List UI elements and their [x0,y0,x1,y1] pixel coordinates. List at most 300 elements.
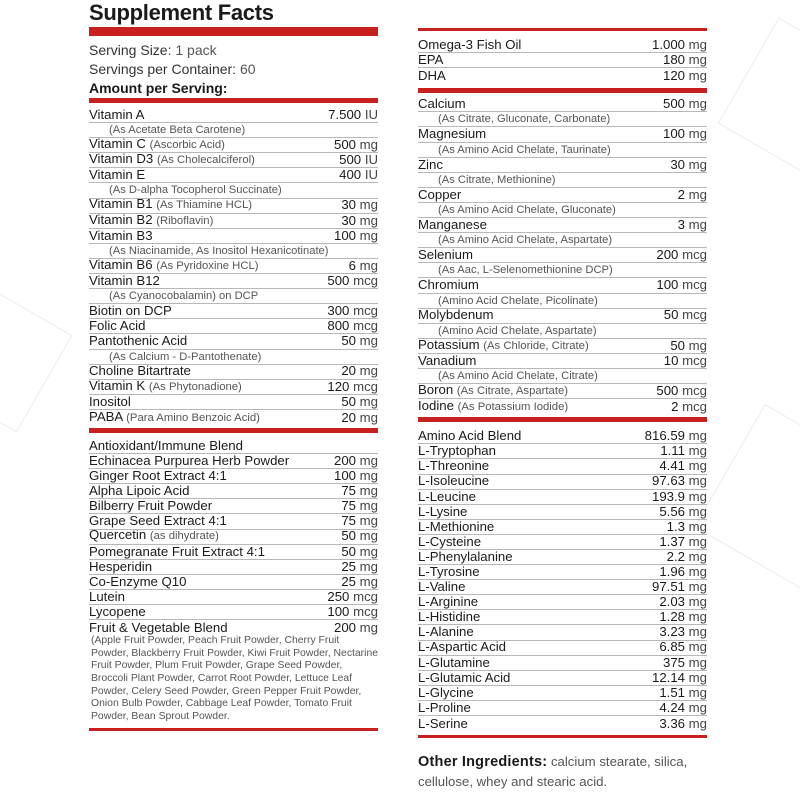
nutrient-name: L-Lysine [418,504,468,519]
nutrient-row [89,590,378,605]
nutrient-name: Selenium [418,248,473,263]
nutrient-row [89,530,378,545]
nutrient-label [418,641,506,655]
nutrient-label [418,69,446,83]
nutrient-row [418,475,707,490]
amount-unit: mcg [682,353,707,368]
nutrient-label [418,339,589,353]
nutrient-label [418,53,443,67]
amount-value: 100 [656,278,679,293]
amount-unit: mcg [682,278,707,293]
amount-value: 1.96 [659,565,685,579]
amount-value: 50 [341,529,356,544]
nutrient-row [418,641,707,656]
nutrient-label [418,565,480,579]
nutrient-name: PABA [89,409,123,424]
nutrient-row [418,686,707,701]
nutrient-row [418,610,707,625]
amount-unit: mg [359,499,378,514]
nutrient-note: (As Pyridoxine HCL) [156,259,259,272]
amount-unit: mg [688,655,707,670]
nutrient-label [89,410,260,425]
nutrient-amount [659,535,707,549]
nutrient-amount [327,380,378,394]
nutrient-note: (Riboflavin) [156,214,214,227]
amount-unit: mg [359,454,378,468]
nutrient-name: Alpha Lipoic Acid [89,484,190,499]
nutrient-row [418,565,707,580]
nutrient-amount [334,469,378,483]
nutrient-name: Hesperidin [89,559,153,574]
nutrient-name: Calcium [418,97,466,112]
amount-unit: mg [688,218,707,232]
amount-unit: mcg [353,589,378,604]
nutrient-name: L-Methionine [418,519,495,534]
nutrient-amount [671,400,707,414]
nutrient-label [418,97,466,111]
amount-value: 100 [333,228,356,243]
nutrient-label [418,610,480,624]
nutrient-label [418,595,478,609]
nutrient-label [418,127,486,141]
nutrient-amount [670,339,707,353]
amount-unit: mg [359,409,378,425]
nutrient-name: Folic Acid [89,319,146,334]
nutrient-amount [652,580,707,594]
nutrient-name: L-Tyrosine [418,565,480,579]
nutrient-row [89,334,378,349]
amount-unit: mg [359,364,378,379]
nutrient-note: (As Chloride, Citrate) [483,339,589,352]
fruit-vegetable-blend-ingredients: (Apple Fruit Powder, Peach Fruit Powder, Cherry Fruit Powder, Blackberry Fruit Powder, Kiwi Fruit Powder, Nectarine Fruit Powder, Plum Fruit Powder, Grape Seed Powder, Broccoli Plant Powder, Carrot Root Powder, Lettuce Leaf Powder, Celery Seed Powder, Green Pepper Fruit Powder, Onion Bulb Powder, Cabbage Leaf Powder, Tomato Fruit Powder, Bean Sprout Powder. [91,635,379,722]
amount-unit: mg [688,187,707,202]
nutrient-row [418,716,707,731]
nutrient-amount [659,595,707,609]
amount-value: 100 [327,605,350,619]
nutrient-label [418,38,521,52]
nutrient-amount [341,514,378,528]
nutrient-amount [349,259,378,273]
nutrient-row [89,560,378,575]
nutrient-label [89,153,255,167]
amount-value: 75 [341,499,356,514]
nutrient-name: Vitamin D3 [89,153,154,167]
nutrient-amount [652,475,707,489]
page-title: Supplement Facts [89,0,274,25]
nutrient-row [89,365,378,380]
nutrient-amount [659,717,707,731]
amount-value: 375 [662,655,685,670]
nutrient-row [418,218,707,233]
amount-value: 3 [677,218,685,232]
nutrient-label [89,214,213,228]
nutrient-row [418,459,707,474]
nutrient-row [418,188,707,203]
amount-unit: mg [688,580,707,595]
amount-unit: mg [359,469,378,484]
nutrient-row [89,575,378,590]
nutrient-label [89,138,225,152]
nutrient-row [418,444,707,459]
amount-value: 100 [662,127,685,142]
nutrient-name: L-Valine [418,580,466,595]
amount-unit: mg [688,68,707,84]
nutrient-amount [341,214,378,228]
nutrient-name: Biotin on DCP [89,304,172,319]
nutrient-label [89,621,228,635]
amount-value: 5.56 [659,504,685,519]
amount-value: 50 [670,338,685,353]
nutrient-name: Vitamin B1 [89,198,153,212]
nutrient-label [89,365,191,379]
amount-unit: mg [359,544,378,559]
amount-value: 500 [656,384,679,398]
nutrient-name: L-Isoleucine [418,474,490,489]
nutrient-amount [652,38,707,52]
nutrient-label [418,505,467,519]
nutrient-source-note: (Amino Acid Chelate, Picolinate) [418,294,707,309]
nutrient-amount [341,199,378,213]
nutrient-row [89,304,378,319]
nutrient-label [418,384,568,398]
amount-value: 500 [339,153,362,168]
amount-value: 500 [333,138,356,153]
amount-value: 1.11 [660,444,685,459]
nutrient-label [418,625,474,639]
nutrient-row [89,199,378,214]
amount-value: 4.24 [659,700,685,715]
nutrient-amount [341,484,378,498]
amount-value: 200 [333,620,356,635]
amount-value: 100 [333,469,356,484]
nutrient-name: L-Tryptophan [418,444,496,459]
amount-unit: mcg [353,274,378,288]
nutrient-amount [659,459,707,473]
amount-unit: mg [688,157,707,172]
nutrient-name: Pomegranate Fruit Extract 4:1 [89,544,265,559]
nutrient-row [418,278,707,293]
amount-unit: mg [688,700,707,715]
nutrient-row [418,535,707,550]
nutrient-name: Pantothenic Acid [89,334,188,349]
nutrient-row [89,168,378,183]
nutrient-name: Vitamin K [89,379,146,393]
background-hexagon [694,404,800,598]
nutrient-label [89,319,145,333]
nutrient-name: Choline Bitartrate [89,364,191,379]
nutrient-label [418,188,461,202]
nutrient-name: L-Alanine [418,625,474,640]
amount-unit: mcg [353,605,378,619]
nutrient-name: Boron [418,384,454,397]
nutrient-label [418,278,479,292]
nutrient-amount [339,153,378,167]
amount-unit: mcg [682,384,707,398]
amount-unit: mg [688,640,707,655]
nutrient-row [89,138,378,153]
nutrient-row [89,484,378,499]
nutrient-name: L-Serine [418,716,468,731]
nutrient-row [89,108,378,123]
nutrient-row [418,384,707,399]
nutrient-name: Vitamin B3 [89,228,153,243]
nutrient-row [418,399,707,414]
nutrient-amount [339,168,378,182]
amount-unit: mg [688,716,707,731]
amount-unit: mg [688,519,707,534]
amount-unit: mg [359,484,378,499]
amount-unit: mcg [682,308,707,323]
amount-value: 97.51 [651,580,685,595]
nutrient-row [418,550,707,565]
amount-unit: mg [688,595,707,610]
nutrient-amount [663,656,707,670]
nutrient-name: L-Histidine [418,610,481,625]
nutrient-amount [652,490,707,504]
nutrient-amount [652,671,707,685]
amount-value: 180 [662,53,685,67]
nutrient-amount [334,138,378,152]
nutrient-row [89,259,378,274]
nutrient-name: Omega-3 Fish Oil [418,38,522,52]
nutrient-row [89,469,378,484]
nutrient-name: L-Glutamine [418,655,490,670]
nutrient-source-note: (As Amino Acid Chelate, Citrate) [418,369,707,384]
nutrient-label [89,395,131,409]
nutrient-name: Echinacea Purpurea Herb Powder [89,454,290,468]
amount-value: 25 [341,559,356,574]
nutrient-amount [664,309,707,323]
amount-unit: mg [688,565,707,579]
amount-value: 30 [341,198,356,213]
nutrient-source-note: (As D-alpha Tocopherol Succinate) [89,183,378,198]
nutrient-row [418,625,707,640]
vitamins-section [89,108,378,425]
amount-value: 75 [341,514,356,529]
amount-value: 400 [339,168,362,183]
nutrient-row [89,620,378,635]
nutrient-amount [663,97,707,111]
amount-value: 500 [327,274,350,288]
nutrient-row [89,229,378,244]
amount-value: 500 [662,97,685,112]
amount-value: 6.85 [659,640,685,655]
amount-unit: mg [688,127,707,142]
amount-value: 10 [663,353,679,368]
nutrient-amount [667,520,707,534]
amount-value: 1.3 [666,519,685,534]
nutrient-row [89,380,378,395]
amount-value: 2.03 [659,595,685,610]
nutrient-label [418,459,489,473]
nutrient-label [418,671,510,685]
amount-value: 300 [327,304,350,319]
nutrient-name: Fruit & Vegetable Blend [89,620,228,635]
amount-unit: mg [359,574,378,589]
nutrient-name: Vitamin B12 [89,274,160,288]
nutrient-label [418,444,496,458]
nutrient-name: Lutein [89,589,125,604]
amount-unit: mcg [353,379,378,394]
nutrient-amount [659,625,707,639]
nutrient-name: Quercetin [89,529,147,543]
amount-unit: mg [688,444,707,459]
nutrient-source-note: (As Amino Acid Chelate, Taurinate) [418,143,707,158]
amount-unit: mg [688,338,707,353]
nutrient-label [89,560,152,574]
nutrient-label [89,590,125,604]
nutrient-row [418,127,707,142]
nutrient-name: L-Arginine [418,595,479,610]
nutrient-label [89,229,153,243]
amount-value: 3.23 [659,625,685,640]
amount-value: 50 [663,308,679,323]
nutrient-name: Bilberry Fruit Powder [89,499,213,514]
nutrient-note: (As Potassium Iodide) [457,401,569,414]
nutrient-amount [327,319,378,333]
nutrient-label [89,484,189,498]
antioxidant-section [89,439,378,635]
nutrient-source-note: (Amino Acid Chelate, Aspartate) [418,324,707,339]
nutrient-name: Zinc [418,157,443,172]
amount-unit: mg [688,53,707,67]
nutrient-amount [645,429,707,443]
amount-unit: mg [359,228,378,243]
left-column [89,0,378,731]
nutrient-source-note: (As Niacinamide, As Inositol Hexanicotinate) [89,244,378,259]
amino-acid-section [418,429,707,731]
nutrient-label [418,248,473,262]
amount-unit: mg [688,685,707,700]
nutrient-amount [659,610,707,624]
nutrient-name: Antioxidant/Immune Blend [89,438,243,453]
nutrient-row [418,158,707,173]
nutrient-amount [670,158,707,172]
amount-unit: mg [359,394,378,409]
nutrient-label [418,701,471,715]
nutrient-amount [327,590,378,604]
bottom-bar [418,735,707,738]
amount-value: 800 [327,319,350,334]
amount-unit: mg [688,459,707,474]
nutrient-label [89,575,186,589]
nutrient-note: (as dihydrate) [149,530,219,543]
nutrient-row [89,274,378,289]
nutrient-source-note: (As Amino Acid Chelate, Gluconate) [418,203,707,218]
nutrient-label [418,580,465,594]
amount-value: 20 [341,364,356,379]
nutrient-amount [656,278,707,292]
nutrient-name: Copper [418,187,462,202]
nutrient-name: Iodine [418,399,454,414]
nutrient-row [418,97,707,112]
nutrient-label [89,545,265,559]
amount-value: 816.59 [644,429,685,444]
nutrient-amount [341,575,378,589]
amount-value: 6 [348,258,356,273]
nutrient-amount [663,69,707,83]
omega-section [418,38,707,83]
nutrient-row [418,595,707,610]
nutrient-note: (As Cholecalciferol) [156,154,255,167]
nutrient-name: L-Cysteine [418,534,482,549]
nutrient-amount [334,621,378,635]
amount-unit: mg [359,559,378,574]
nutrient-label [418,490,476,504]
nutrient-name: L-Glycine [418,685,474,700]
amount-unit: mg [359,514,378,529]
amount-value: 12.14 [651,670,685,685]
amount-value: 2 [671,399,679,415]
amount-value: 120 [662,68,685,84]
nutrient-row [89,454,378,469]
amount-value: 30 [670,157,685,172]
nutrient-row [89,605,378,620]
amount-unit: mg [359,198,378,213]
nutrient-source-note: (As Acetate Beta Carotene) [89,123,378,138]
nutrient-name: Lycopene [89,605,146,619]
nutrient-row [418,580,707,595]
amount-value: 20 [341,409,356,425]
nutrient-label [418,535,481,549]
nutrient-amount [328,108,378,122]
nutrient-row [89,214,378,229]
nutrient-name: Chromium [418,278,479,293]
nutrient-name: L-Threonine [418,459,490,474]
amount-unit: mg [688,610,707,625]
amount-unit: mg [688,534,707,549]
nutrient-note: (As Phytonadione) [148,380,242,393]
amount-value: 75 [341,484,356,499]
nutrient-label [418,550,513,564]
nutrient-row [418,520,707,535]
minerals-section [418,97,707,414]
nutrient-source-note: (As Citrate, Methionine) [418,173,707,188]
nutrient-source-note: (As Calcium - D-Pantothenate) [89,350,378,365]
nutrient-row [418,429,707,444]
nutrient-amount [334,229,378,243]
nutrient-amount [663,127,707,141]
nutrient-label [418,218,487,232]
nutrient-name: Magnesium [418,127,487,142]
nutrient-name: DHA [418,68,446,84]
amount-per-serving: Amount per Serving: [89,80,228,96]
nutrient-row [89,514,378,529]
nutrient-label [89,439,243,453]
amount-value: 1.000 [651,38,685,52]
amount-unit: mcg [353,304,378,319]
nutrient-amount [341,334,378,348]
amount-value: 7.500 [328,108,362,122]
nutrient-label [89,469,227,483]
nutrient-row [89,545,378,560]
amount-value: 200 [333,454,356,468]
nutrient-label [418,686,474,700]
nutrient-row [418,53,707,68]
nutrient-row [418,701,707,716]
amount-unit: IU [364,153,378,168]
nutrient-label [89,168,145,182]
nutrient-amount [660,444,707,458]
nutrient-row [89,410,378,425]
nutrient-label [418,520,494,534]
nutrient-label [418,309,494,323]
nutrient-name: L-Glutamic Acid [418,670,511,685]
nutrient-row [418,339,707,354]
amount-value: 97.63 [651,474,685,489]
amount-unit: mcg [353,319,378,334]
nutrient-row [418,671,707,686]
